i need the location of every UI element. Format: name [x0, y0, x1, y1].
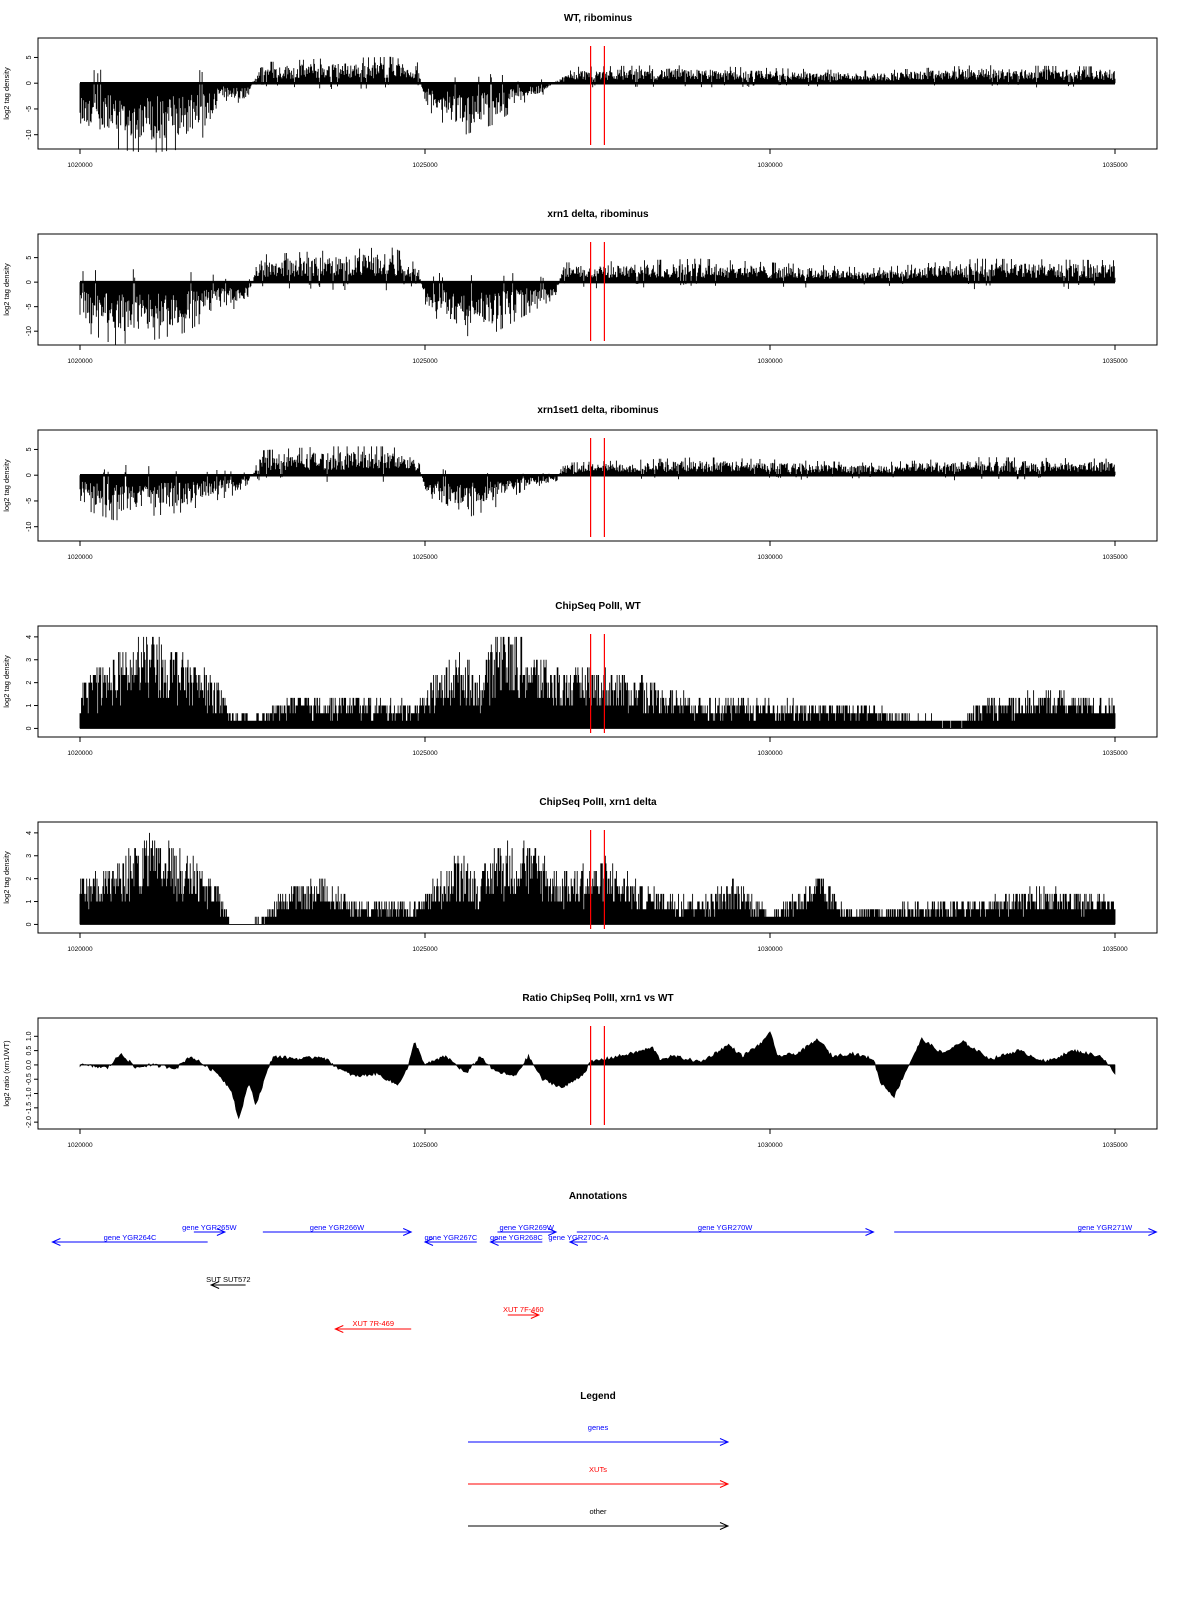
y-tick-label: 2 — [26, 680, 33, 685]
x-axis — [67, 737, 1128, 757]
gene-arrow — [548, 1233, 608, 1246]
y-tick-label: 5 — [26, 55, 33, 60]
gene-arrow — [424, 1233, 477, 1246]
chart-title: Ratio ChipSeq PolII, xrn1 vs WT — [522, 993, 674, 1004]
gene-label: gene YGR265W — [182, 1223, 237, 1232]
y-axis-label: log2 tag density — [2, 67, 11, 120]
gene-label: gene YGR267C — [424, 1233, 478, 1242]
y-tick-label: 2 — [26, 876, 33, 881]
chart-title: WT, ribominus — [563, 13, 633, 24]
x-tick-label: 1025000 — [412, 1142, 438, 1149]
density-bars — [80, 446, 1115, 520]
data-series — [80, 57, 1115, 153]
chart-panel — [2, 797, 1157, 953]
x-tick-label: 1020000 — [67, 358, 93, 365]
y-axis — [2, 831, 38, 927]
legend-label: genes — [587, 1423, 609, 1432]
data-series — [80, 248, 1115, 345]
legend-title: Legend — [580, 1391, 616, 1402]
density-bars — [80, 637, 1115, 729]
y-tick-label: -10 — [26, 521, 33, 532]
y-tick-label: -10 — [26, 326, 33, 337]
legend-item — [468, 1507, 728, 1530]
gene-label: gene YGR270W — [697, 1223, 753, 1232]
y-tick-label: -5 — [26, 105, 33, 113]
legend-item — [468, 1423, 728, 1446]
data-series — [80, 637, 1115, 729]
chart-panel — [2, 209, 1157, 365]
chart-panel — [2, 405, 1157, 561]
legend — [468, 1391, 728, 1530]
y-axis — [2, 635, 38, 731]
gene-arrow — [894, 1223, 1156, 1236]
x-tick-label: 1025000 — [412, 554, 438, 561]
gene-label: gene YGR266W — [309, 1223, 365, 1232]
data-series — [80, 1032, 1115, 1119]
y-tick-label: 5 — [26, 255, 33, 260]
y-tick-label: 1 — [26, 703, 33, 708]
density-bars — [80, 248, 1115, 345]
x-tick-label: 1025000 — [412, 750, 438, 757]
y-tick-label: 3 — [26, 853, 33, 858]
y-tick-label: -2.0 — [26, 1116, 33, 1129]
x-axis — [67, 1129, 1128, 1149]
gene-label: gene YGR269W — [499, 1223, 555, 1232]
annotations-track — [52, 1191, 1156, 1333]
x-tick-label: 1020000 — [67, 554, 93, 561]
x-tick-label: 1030000 — [757, 750, 783, 757]
x-tick-label: 1020000 — [67, 162, 93, 169]
x-axis — [67, 541, 1128, 561]
y-tick-label: 0.5 — [26, 1045, 33, 1056]
y-tick-label: 0 — [26, 81, 33, 86]
y-axis-label: log2 tag density — [2, 851, 11, 904]
y-tick-label: 1 — [26, 899, 33, 904]
y-tick-label: 0.0 — [26, 1060, 33, 1070]
xut-arrow — [503, 1305, 544, 1319]
gene-arrow — [52, 1233, 207, 1246]
x-axis — [67, 345, 1128, 365]
xut-arrow — [335, 1319, 411, 1333]
x-tick-label: 1030000 — [757, 162, 783, 169]
gene-arrow — [577, 1223, 874, 1236]
y-axis-label: log2 tag density — [2, 459, 11, 512]
gene-label: gene YGR270C-A — [548, 1233, 609, 1242]
y-axis — [2, 256, 38, 337]
x-tick-label: 1035000 — [1102, 358, 1128, 365]
y-tick-label: 4 — [26, 830, 33, 835]
y-axis-label: log2 tag density — [2, 655, 11, 708]
gene-arrow — [182, 1223, 237, 1236]
chart-panel — [2, 601, 1157, 757]
x-tick-label: 1020000 — [67, 1142, 93, 1149]
x-tick-label: 1030000 — [757, 554, 783, 561]
legend-label: XUTs — [589, 1465, 607, 1474]
annotations-title: Annotations — [568, 1191, 628, 1202]
y-tick-label: -1.0 — [26, 1087, 33, 1100]
gene-label: gene YGR271W — [1077, 1223, 1133, 1232]
y-tick-label: -5 — [26, 497, 33, 505]
density-bars — [80, 833, 1115, 925]
y-tick-label: 5 — [26, 447, 33, 452]
x-tick-label: 1020000 — [67, 946, 93, 953]
y-axis-label: log2 ratio (xrn1/WT) — [2, 1040, 11, 1107]
y-tick-label: 0 — [26, 473, 33, 478]
x-tick-label: 1035000 — [1102, 946, 1128, 953]
xut-label: XUT 7F-460 — [502, 1305, 544, 1314]
y-axis — [2, 1031, 38, 1128]
y-tick-label: 0 — [26, 726, 33, 731]
chart-title: xrn1set1 delta, ribominus — [537, 405, 659, 416]
x-axis — [67, 933, 1128, 953]
legend-item — [468, 1465, 728, 1488]
gene-arrow — [263, 1223, 411, 1236]
data-series — [80, 833, 1115, 925]
y-tick-label: -5 — [26, 303, 33, 310]
other-arrow — [206, 1275, 250, 1289]
x-tick-label: 1025000 — [412, 946, 438, 953]
x-axis — [67, 149, 1128, 169]
data-series — [80, 446, 1115, 520]
density-bars — [80, 57, 1115, 153]
chart-panel — [2, 13, 1157, 169]
y-tick-label: -1.5 — [26, 1101, 33, 1114]
plot-frame — [38, 1018, 1157, 1129]
y-tick-label: 0 — [26, 280, 33, 285]
ratio-area — [80, 1032, 1115, 1119]
gene-arrow — [490, 1233, 543, 1246]
y-axis-label: log2 tag density — [2, 263, 11, 316]
x-tick-label: 1030000 — [757, 946, 783, 953]
x-tick-label: 1035000 — [1102, 554, 1128, 561]
y-tick-label: 1.0 — [26, 1031, 33, 1042]
y-tick-label: 4 — [26, 634, 33, 639]
chart-title: ChipSeq PolII, WT — [555, 601, 641, 612]
y-tick-label: -10 — [26, 129, 33, 140]
x-tick-label: 1025000 — [412, 162, 438, 169]
xut-label: XUT 7R-469 — [352, 1319, 395, 1328]
legend-label: other — [589, 1507, 607, 1516]
x-tick-label: 1035000 — [1102, 162, 1128, 169]
x-tick-label: 1020000 — [67, 750, 93, 757]
x-tick-label: 1035000 — [1102, 750, 1128, 757]
y-axis — [2, 447, 38, 531]
y-tick-label: 3 — [26, 657, 33, 662]
y-tick-label: 0 — [26, 922, 33, 927]
y-tick-label: -0.5 — [26, 1073, 33, 1086]
y-axis — [2, 55, 38, 139]
x-tick-label: 1035000 — [1102, 1142, 1128, 1149]
chart-title: xrn1 delta, ribominus — [547, 209, 649, 220]
chart-title: ChipSeq PolII, xrn1 delta — [539, 797, 657, 808]
chart-panel — [2, 993, 1157, 1149]
other-label: SUT SUT572 — [206, 1275, 251, 1284]
x-tick-label: 1030000 — [757, 358, 783, 365]
x-tick-label: 1025000 — [412, 358, 438, 365]
gene-label: gene YGR268C — [490, 1233, 543, 1242]
gene-label: gene YGR264C — [103, 1233, 157, 1242]
x-tick-label: 1030000 — [757, 1142, 783, 1149]
